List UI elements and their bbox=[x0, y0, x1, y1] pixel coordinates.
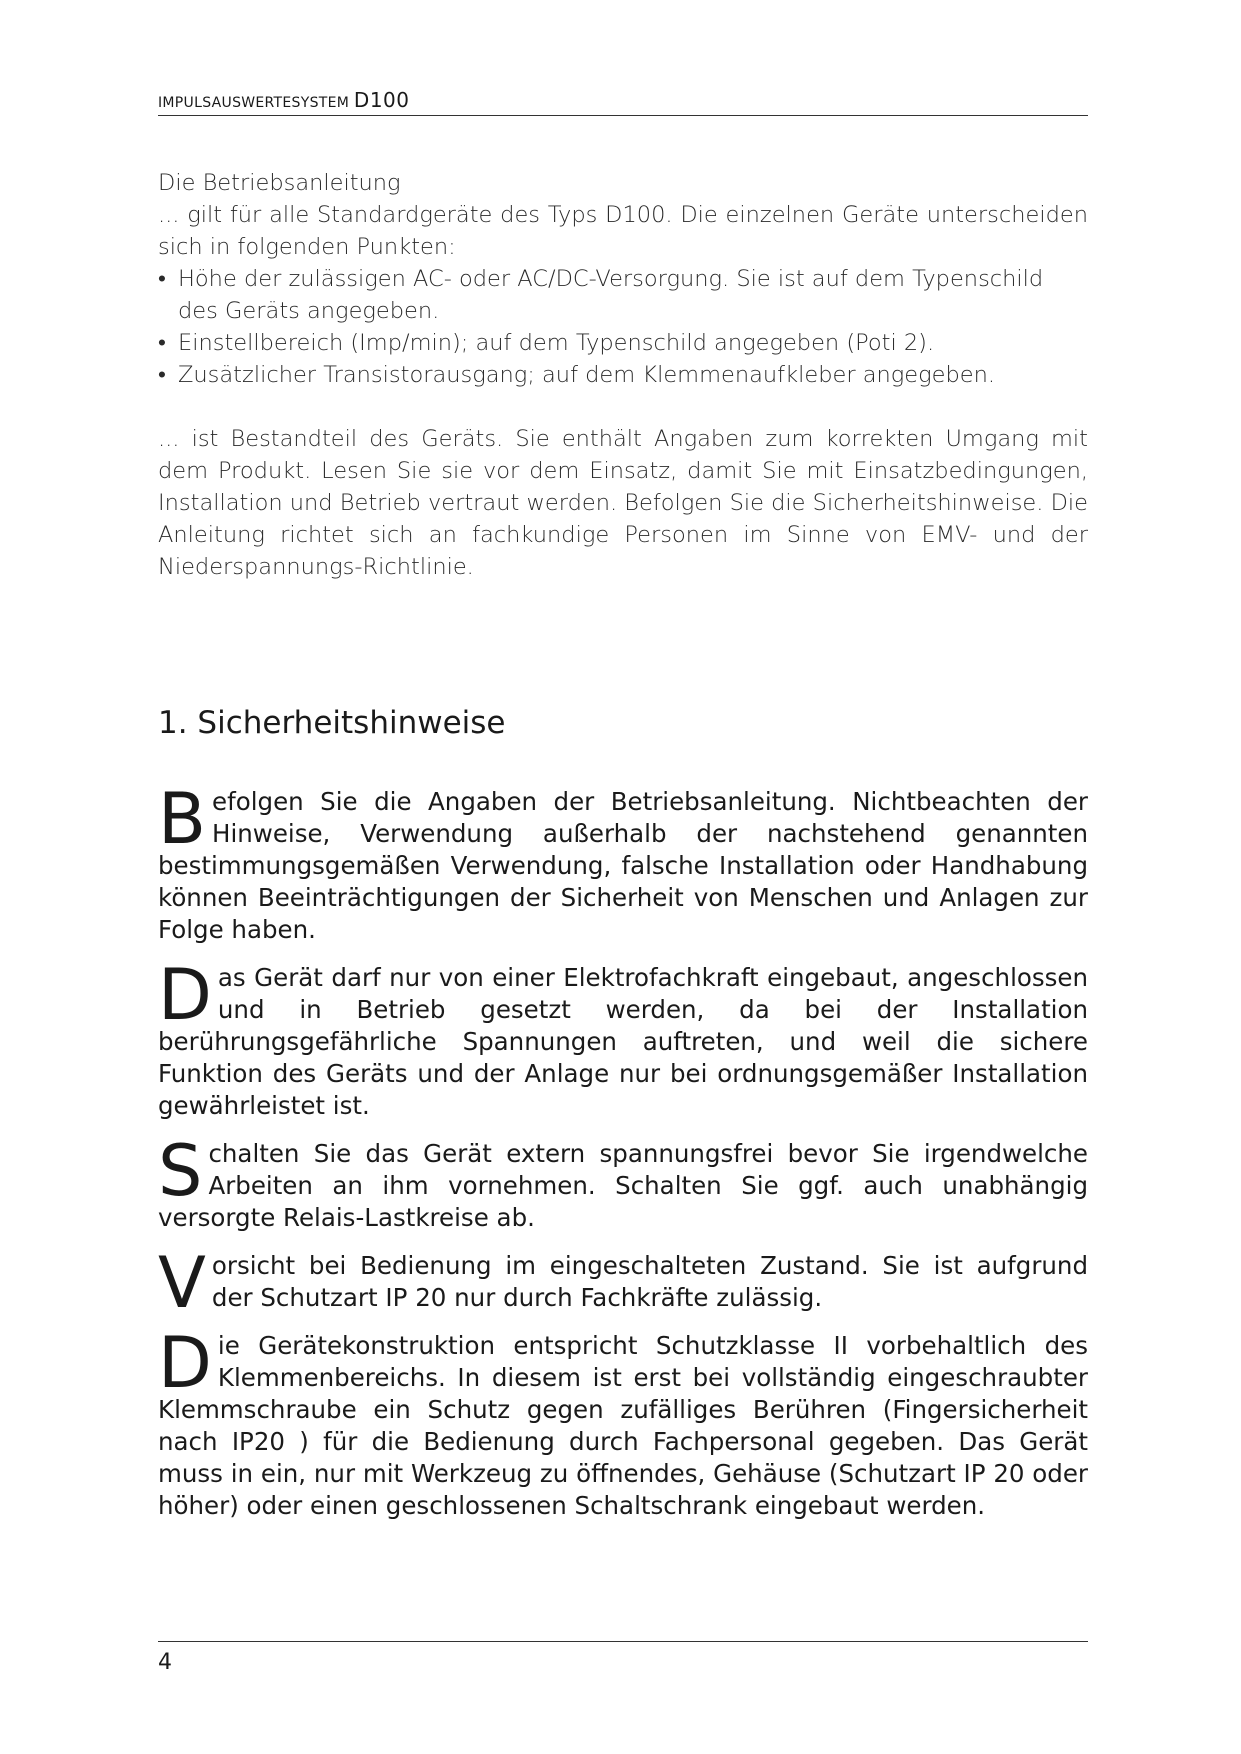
intro-bullet: • Einstellbereich (Imp/min); auf dem Typenschild angegeben (Poti 2). bbox=[158, 327, 1088, 359]
page-number: 4 bbox=[158, 1650, 172, 1675]
header-model: D100 bbox=[353, 88, 410, 112]
intro-line-1: ... gilt für alle Standardgeräte des Typs D100. Die einzelnen Geräte unterscheiden sich in folgenden Punkten: bbox=[158, 202, 1088, 260]
intro-block bbox=[158, 167, 1088, 583]
drop-cap: V bbox=[158, 1242, 206, 1324]
drop-cap: D bbox=[158, 1322, 212, 1404]
running-footer bbox=[158, 1641, 1088, 1676]
section-title: 1. Sicherheitshinweise bbox=[158, 705, 506, 741]
intro-bullet-list bbox=[158, 263, 1088, 391]
safety-paragraph bbox=[158, 1242, 1088, 1324]
safety-instructions bbox=[158, 778, 1088, 1538]
safety-paragraph-text: ie Gerätekonstruktion entspricht Schutzklasse II vorbehaltlich des Klemmenbereichs. In diesem ist erst bei vollständig eingeschraubter Klemmschraube ein Schutz gegen zufälliges Berühren (Fingersicherheit nach IP20 ) für die Bedienung durch Fachpersonal gegeben. Das Gerät muss in ein, nur mit Werkzeug zu öffnendes, Gehäuse (Schutzart IP 20 oder höher) oder einen geschlossenen Schaltschrank eingebaut werden. bbox=[158, 1331, 1088, 1520]
document-page bbox=[158, 0, 1088, 1754]
drop-cap: B bbox=[158, 778, 207, 860]
drop-cap: D bbox=[158, 954, 212, 1036]
safety-paragraph-text: efolgen Sie die Angaben der Betriebsanleitung. Nichtbeachten der Hinweise, Verwendung außerhalb der nachstehend genannten bestimmungsgemäßen Verwendung, falsche Installation oder Handhabung können Beeinträchtigungen der Sicherheit von Menschen und Anlagen zur Folge haben. bbox=[158, 787, 1088, 944]
intro-bullet: • Zusätzlicher Transistorausgang; auf dem Klemmenaufkleber angegeben. bbox=[158, 359, 1088, 391]
safety-paragraph bbox=[158, 954, 1088, 1122]
running-header bbox=[158, 90, 1088, 116]
safety-paragraph-text: chalten Sie das Gerät extern spannungsfrei bevor Sie irgendwelche Arbeiten an ihm vornehmen. Schalten Sie ggf. auch unabhängig versorgte Relais-Lastkreise ab. bbox=[158, 1139, 1088, 1232]
intro-heading: Die Betriebsanleitung bbox=[158, 170, 401, 196]
intro-line-2: ... ist Bestandteil des Geräts. Sie enthält Angaben zum korrekten Umgang mit dem Produkt. Lesen Sie sie vor dem Einsatz, damit Sie mit Einsatzbedingungen, Installation und Betrieb vertraut werden. Befolgen Sie die Sicherheitshinweise. Die Anleitung richtet sich an fachkundige Personen im Sinne von EMV- und der Niederspannungs-Richtlinie. bbox=[158, 426, 1088, 580]
header-series: IMPULSAUSWERTESYSTEM bbox=[158, 95, 350, 111]
safety-paragraph-text: orsicht bei Bedienung im eingeschalteten Zustand. Sie ist aufgrund der Schutzart IP 20 nur durch Fachkräfte zulässig. bbox=[211, 1251, 1088, 1312]
drop-cap: S bbox=[158, 1130, 203, 1212]
intro-bullet: • Höhe der zulässigen AC- oder AC/DC-Versorgung. Sie ist auf dem Typenschild des Geräts angegeben. bbox=[158, 263, 1088, 327]
safety-paragraph bbox=[158, 778, 1088, 946]
safety-paragraph bbox=[158, 1322, 1088, 1522]
safety-paragraph-text: as Gerät darf nur von einer Elektrofachkraft eingebaut, angeschlossen und in Betrieb gesetzt werden, da bei der Installation berührungsgefährliche Spannungen auftreten, und weil die sichere Funktion des Geräts und der Anlage nur bei ordnungsgemäßer Installation gewährleistet ist. bbox=[158, 963, 1088, 1120]
safety-paragraph bbox=[158, 1130, 1088, 1234]
